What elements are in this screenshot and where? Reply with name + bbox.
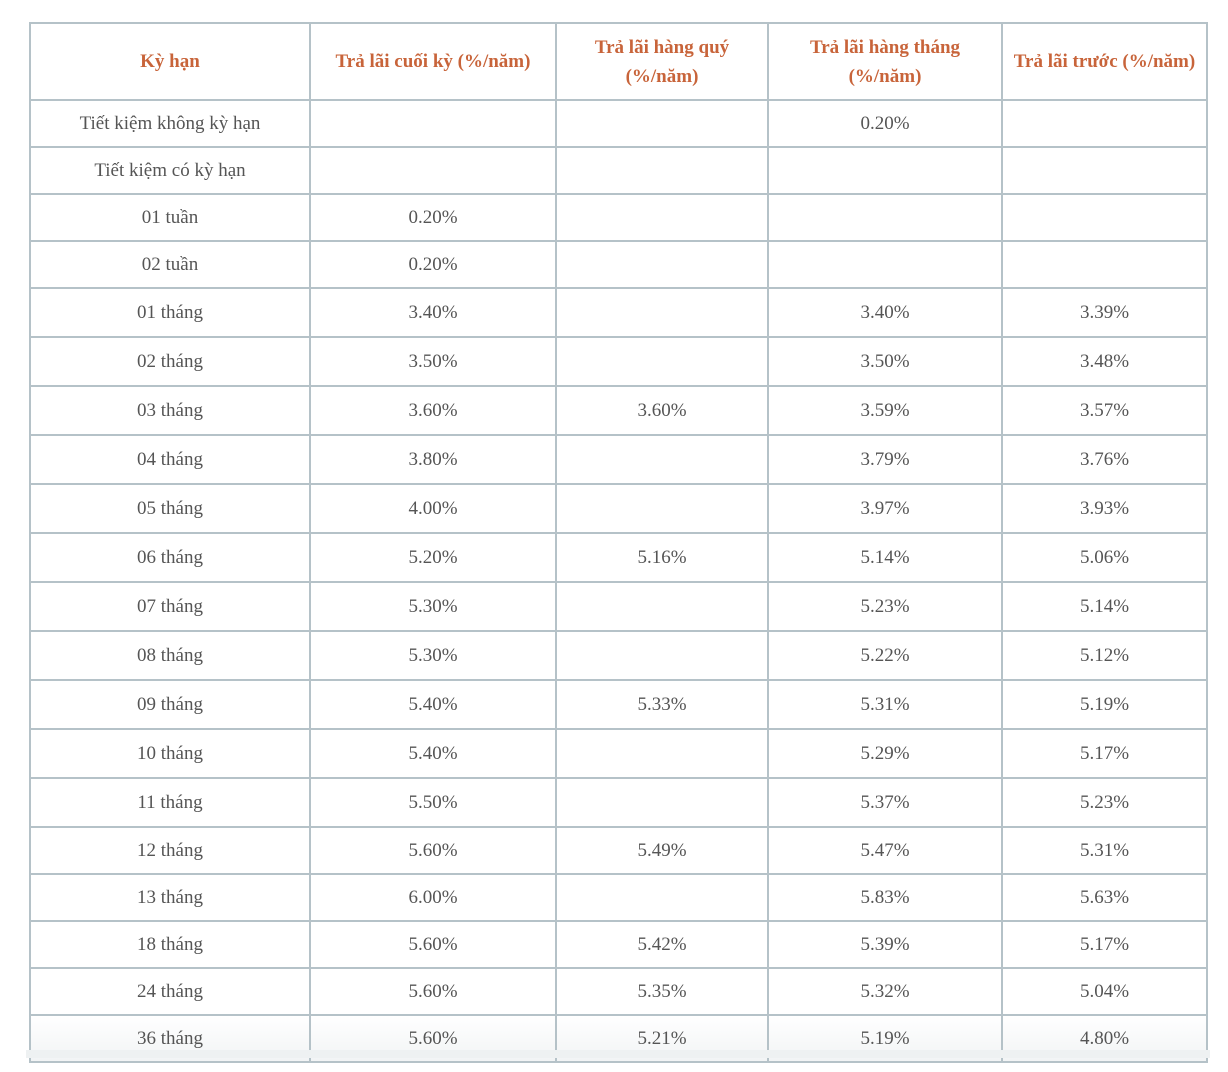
table-row	[30, 100, 1207, 147]
cell-end-of-term: 5.60%	[310, 921, 556, 968]
table-row	[30, 874, 1207, 921]
cell-prepaid: 5.23%	[1002, 778, 1207, 827]
cell-end-of-term: 4.00%	[310, 484, 556, 533]
cell-monthly: 5.47%	[768, 827, 1002, 874]
cell-quarterly	[556, 288, 768, 337]
cell-quarterly	[556, 147, 768, 194]
cell-prepaid: 5.04%	[1002, 968, 1207, 1015]
cell-monthly: 3.79%	[768, 435, 1002, 484]
cell-monthly: 5.39%	[768, 921, 1002, 968]
cell-term: 08 tháng	[30, 631, 310, 680]
cell-quarterly	[556, 435, 768, 484]
cell-monthly	[768, 194, 1002, 241]
cell-prepaid: 5.06%	[1002, 533, 1207, 582]
table-header	[30, 23, 1207, 100]
cell-term: 09 tháng	[30, 680, 310, 729]
cell-prepaid	[1002, 194, 1207, 241]
cell-quarterly	[556, 729, 768, 778]
cell-term: 02 tuần	[30, 241, 310, 288]
cell-term: 02 tháng	[30, 337, 310, 386]
table-row	[30, 241, 1207, 288]
header-term: Kỳ hạn	[30, 23, 310, 100]
table-row	[30, 484, 1207, 533]
cell-prepaid: 3.57%	[1002, 386, 1207, 435]
cell-monthly: 5.31%	[768, 680, 1002, 729]
cell-end-of-term: 5.50%	[310, 778, 556, 827]
cell-quarterly: 5.49%	[556, 827, 768, 874]
cell-monthly: 3.59%	[768, 386, 1002, 435]
cell-monthly: 3.97%	[768, 484, 1002, 533]
cell-monthly: 5.29%	[768, 729, 1002, 778]
header-prepaid: Trả lãi trước (%/năm)	[1002, 23, 1207, 100]
cell-term: 03 tháng	[30, 386, 310, 435]
table-row	[30, 288, 1207, 337]
cell-end-of-term: 5.60%	[310, 827, 556, 874]
table-row	[30, 435, 1207, 484]
cell-quarterly	[556, 582, 768, 631]
table-body	[30, 100, 1207, 1062]
cell-term: 12 tháng	[30, 827, 310, 874]
cell-prepaid: 5.14%	[1002, 582, 1207, 631]
cell-term: 04 tháng	[30, 435, 310, 484]
cell-term: 05 tháng	[30, 484, 310, 533]
table-row	[30, 921, 1207, 968]
table-row	[30, 631, 1207, 680]
cell-monthly: 5.37%	[768, 778, 1002, 827]
cell-quarterly: 5.16%	[556, 533, 768, 582]
cell-term: Tiết kiệm có kỳ hạn	[30, 147, 310, 194]
cell-term: 01 tháng	[30, 288, 310, 337]
cell-end-of-term: 5.40%	[310, 680, 556, 729]
cell-term: 07 tháng	[30, 582, 310, 631]
cell-quarterly	[556, 631, 768, 680]
table-row	[30, 680, 1207, 729]
cell-end-of-term	[310, 147, 556, 194]
cell-end-of-term: 3.40%	[310, 288, 556, 337]
table-row	[30, 729, 1207, 778]
cell-prepaid: 5.31%	[1002, 827, 1207, 874]
cell-prepaid: 3.39%	[1002, 288, 1207, 337]
table-row	[30, 337, 1207, 386]
cell-monthly: 5.14%	[768, 533, 1002, 582]
cell-end-of-term: 5.30%	[310, 631, 556, 680]
cell-quarterly: 5.35%	[556, 968, 768, 1015]
cell-term: 36 tháng	[30, 1015, 310, 1062]
cell-end-of-term: 5.60%	[310, 968, 556, 1015]
cell-monthly: 5.19%	[768, 1015, 1002, 1062]
cell-prepaid: 5.17%	[1002, 921, 1207, 968]
cell-end-of-term: 3.60%	[310, 386, 556, 435]
cell-prepaid: 3.48%	[1002, 337, 1207, 386]
cell-end-of-term: 0.20%	[310, 194, 556, 241]
cell-monthly: 5.83%	[768, 874, 1002, 921]
cell-end-of-term: 6.00%	[310, 874, 556, 921]
table-row	[30, 582, 1207, 631]
cell-prepaid	[1002, 241, 1207, 288]
cell-end-of-term: 5.20%	[310, 533, 556, 582]
table-row	[30, 533, 1207, 582]
table-row	[30, 968, 1207, 1015]
cell-quarterly	[556, 194, 768, 241]
table-row	[30, 386, 1207, 435]
cell-prepaid	[1002, 147, 1207, 194]
cell-quarterly	[556, 337, 768, 386]
table-row	[30, 147, 1207, 194]
table-row	[30, 827, 1207, 874]
cell-prepaid: 5.12%	[1002, 631, 1207, 680]
table-bottom-shadow	[26, 1050, 1210, 1058]
cell-end-of-term: 5.60%	[310, 1015, 556, 1062]
cell-end-of-term: 0.20%	[310, 241, 556, 288]
cell-term: 06 tháng	[30, 533, 310, 582]
cell-end-of-term: 5.30%	[310, 582, 556, 631]
cell-quarterly: 5.42%	[556, 921, 768, 968]
cell-prepaid: 3.76%	[1002, 435, 1207, 484]
cell-quarterly	[556, 484, 768, 533]
cell-quarterly	[556, 778, 768, 827]
cell-monthly: 5.22%	[768, 631, 1002, 680]
cell-prepaid: 5.17%	[1002, 729, 1207, 778]
cell-end-of-term: 5.40%	[310, 729, 556, 778]
cell-term: Tiết kiệm không kỳ hạn	[30, 100, 310, 147]
interest-rate-table	[29, 22, 1208, 1063]
cell-prepaid: 5.19%	[1002, 680, 1207, 729]
header-row	[30, 23, 1207, 100]
cell-monthly: 5.32%	[768, 968, 1002, 1015]
cell-monthly: 3.40%	[768, 288, 1002, 337]
cell-end-of-term: 3.50%	[310, 337, 556, 386]
header-quarterly: Trả lãi hàng quý (%/năm)	[556, 23, 768, 100]
cell-monthly	[768, 241, 1002, 288]
cell-end-of-term	[310, 100, 556, 147]
cell-quarterly	[556, 241, 768, 288]
cell-prepaid: 4.80%	[1002, 1015, 1207, 1062]
cell-monthly: 0.20%	[768, 100, 1002, 147]
cell-term: 18 tháng	[30, 921, 310, 968]
cell-quarterly: 5.33%	[556, 680, 768, 729]
cell-monthly	[768, 147, 1002, 194]
cell-monthly: 3.50%	[768, 337, 1002, 386]
cell-term: 10 tháng	[30, 729, 310, 778]
cell-prepaid	[1002, 100, 1207, 147]
cell-quarterly	[556, 100, 768, 147]
cell-term: 11 tháng	[30, 778, 310, 827]
cell-term: 13 tháng	[30, 874, 310, 921]
header-monthly: Trả lãi hàng tháng (%/năm)	[768, 23, 1002, 100]
cell-prepaid: 3.93%	[1002, 484, 1207, 533]
cell-monthly: 5.23%	[768, 582, 1002, 631]
cell-prepaid: 5.63%	[1002, 874, 1207, 921]
header-end-of-term: Trả lãi cuối kỳ (%/năm)	[310, 23, 556, 100]
cell-end-of-term: 3.80%	[310, 435, 556, 484]
table-row	[30, 778, 1207, 827]
cell-quarterly: 5.21%	[556, 1015, 768, 1062]
cell-term: 24 tháng	[30, 968, 310, 1015]
cell-quarterly	[556, 874, 768, 921]
cell-quarterly: 3.60%	[556, 386, 768, 435]
table-row	[30, 194, 1207, 241]
cell-term: 01 tuần	[30, 194, 310, 241]
